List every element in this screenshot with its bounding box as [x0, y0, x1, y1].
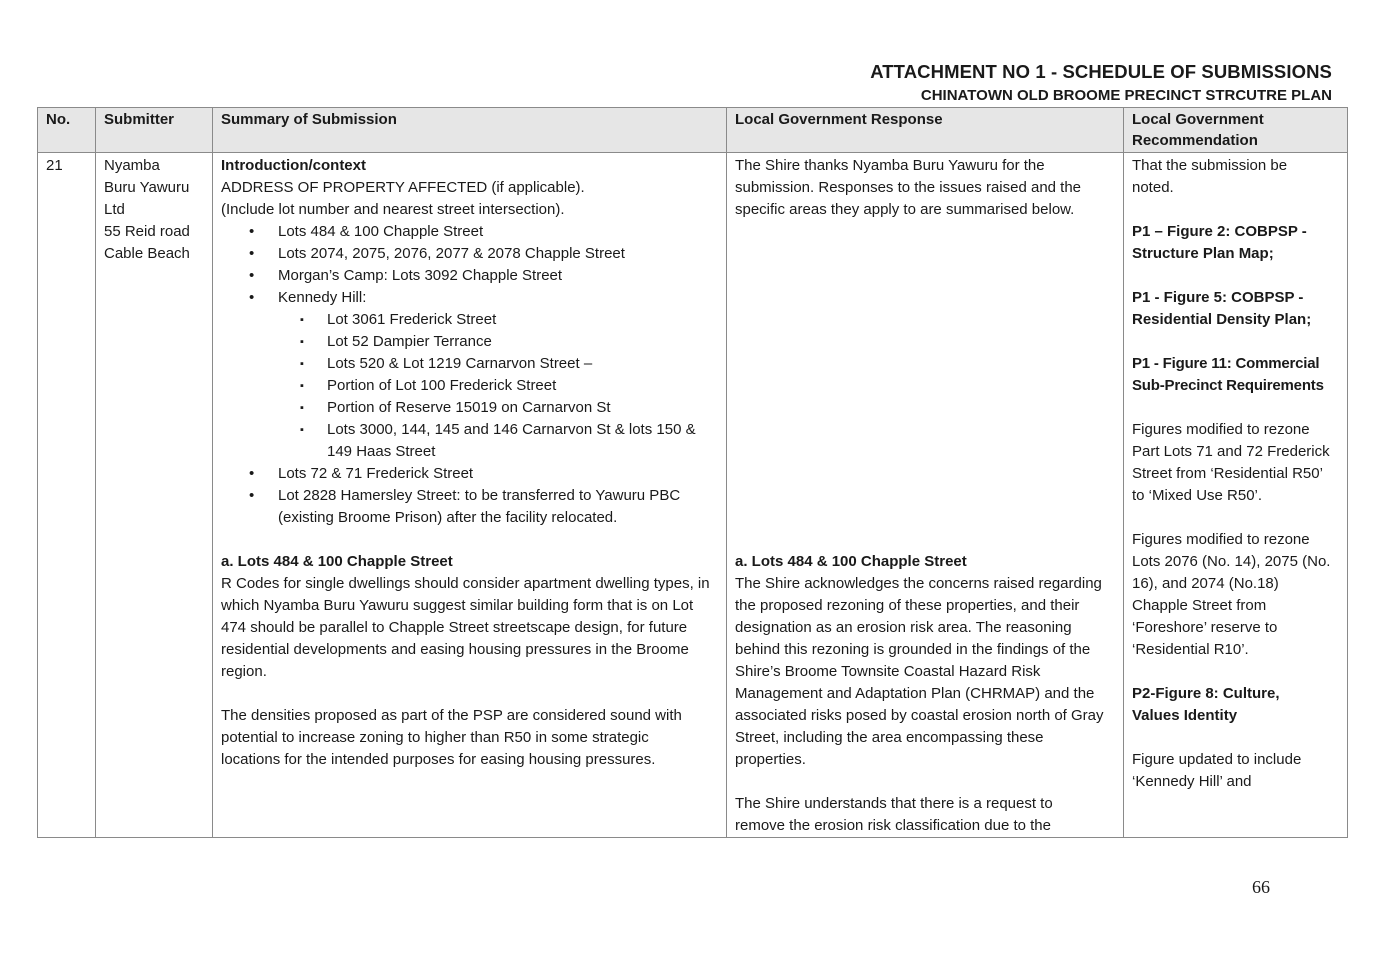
submission-number: 21	[38, 153, 96, 838]
submitter-cell	[96, 153, 213, 838]
col-header-recommendation-line1: Local Government	[1132, 111, 1264, 128]
submitter-line: Nyamba	[104, 157, 160, 174]
table-row	[38, 153, 1348, 838]
square-bullet-icon: ▪	[300, 314, 304, 326]
summary-paragraph: R Codes for single dwellings should consider apartment dwelling types, in which Nyamba Buru Yawuru suggest similar building form that is on Lot 474 should be parallel to Chapple Street streetscape design, for future residential developments and easing housing pressures in the Broome region.	[221, 575, 710, 680]
sub-list-item-text: Portion of Reserve 15019 on Carnarvon St	[327, 399, 611, 416]
list-item-text: Kennedy Hill:	[278, 289, 367, 306]
list-item-text: Lot 2828 Hamersley Street: to be transferred to Yawuru PBC (existing Broome Prison) after the facility relocated.	[278, 487, 681, 526]
bullet-icon: •	[249, 223, 255, 240]
col-header-recommendation-line2: Recommendation	[1132, 132, 1258, 149]
square-bullet-icon: ▪	[300, 336, 304, 348]
sub-list-item-text: Lots 3000, 144, 145 and 146 Carnarvon St & lots 150 & 149 Haas Street	[327, 421, 696, 460]
sub-list-item-text: Lot 52 Dampier Terrance	[327, 333, 492, 350]
square-bullet-icon: ▪	[300, 402, 304, 414]
submitter-line: 55 Reid road	[104, 223, 190, 240]
recommendation-modification: Figures modified to rezone Part Lots 71 and 72 Frederick Street from ‘Residential R50’ to ‘Mixed Use R50’.	[1132, 421, 1330, 504]
list-item	[221, 221, 726, 243]
summary-paragraph: The densities proposed as part of the PSP are considered sound with potential to increase zoning to higher than R50 in some strategic locations for the intended purposes for easing housing pressures.	[221, 707, 682, 768]
sub-list-item	[278, 309, 726, 331]
sub-list-item	[278, 397, 726, 419]
recommendation-intro: That the submission be noted.	[1132, 157, 1288, 196]
response-section-a-heading: a. Lots 484 & 100 Chapple Street	[735, 553, 967, 570]
col-header-recommendation	[1124, 108, 1348, 153]
submitter-line: Ltd	[104, 201, 125, 218]
bullet-icon: •	[249, 267, 255, 284]
col-header-no: No.	[38, 108, 96, 153]
page-number: 66	[1252, 877, 1270, 897]
list-item	[221, 243, 726, 265]
intro-line: ADDRESS OF PROPERTY AFFECTED (if applicable).	[221, 179, 585, 196]
list-item	[221, 485, 726, 529]
response-paragraph: The Shire understands that there is a request to remove the erosion risk classification due to the	[735, 795, 1053, 834]
recommendation-figure-8: P2-Figure 8: Culture, Values Identity	[1132, 685, 1280, 724]
bullet-icon: •	[249, 487, 255, 504]
col-header-response: Local Government Response	[727, 108, 1124, 153]
section-a-heading: a. Lots 484 & 100 Chapple Street	[221, 553, 453, 570]
list-item	[221, 287, 726, 463]
intro-heading: Introduction/context	[221, 157, 366, 174]
list-item	[221, 265, 726, 287]
bullet-icon: •	[249, 289, 255, 306]
sub-list-item	[278, 331, 726, 353]
list-item-text: Lots 2074, 2075, 2076, 2077 & 2078 Chapple Street	[278, 245, 625, 262]
sub-list-item-text: Portion of Lot 100 Frederick Street	[327, 377, 557, 394]
square-bullet-icon: ▪	[300, 380, 304, 392]
sub-list-item-text: Lot 3061 Frederick Street	[327, 311, 497, 328]
sub-list-item-text: Lots 520 & Lot 1219 Carnarvon Street –	[327, 355, 593, 372]
summary-cell	[213, 153, 727, 838]
sub-list-item	[278, 375, 726, 397]
submitter-line: Buru Yawuru	[104, 179, 190, 196]
list-item-text: Morgan’s Camp: Lots 3092 Chapple Street	[278, 267, 563, 284]
list-item	[221, 463, 726, 485]
sub-list-item	[278, 419, 726, 463]
bullet-icon: •	[249, 465, 255, 482]
response-cell	[727, 153, 1124, 838]
attachment-title: ATTACHMENT NO 1 - SCHEDULE OF SUBMISSIONS	[870, 61, 1332, 82]
recommendation-figure-11: P1 - Figure 11: Commercial Sub-Precinct Requirements	[1132, 355, 1324, 394]
kennedy-hill-sublist	[278, 309, 726, 463]
recommendation-modification: Figures modified to rezone Lots 2076 (No. 14), 2075 (No. 16), and 2074 (No.18) Chapple Street from ‘Foreshore’ reserve to ‘Residential R10’.	[1132, 531, 1331, 658]
recommendation-figure-2: P1 – Figure 2: COBPSP - Structure Plan Map;	[1132, 223, 1307, 262]
property-list	[221, 221, 726, 529]
square-bullet-icon: ▪	[300, 358, 304, 370]
intro-line: (Include lot number and nearest street intersection).	[221, 201, 565, 218]
recommendation-cell	[1124, 153, 1348, 838]
list-item-text: Lots 484 & 100 Chapple Street	[278, 223, 484, 240]
square-bullet-icon: ▪	[300, 424, 304, 436]
bullet-icon: •	[249, 245, 255, 262]
recommendation-update: Figure updated to include ‘Kennedy Hill’ and	[1132, 751, 1302, 790]
submitter-line: Cable Beach	[104, 245, 190, 262]
col-header-submitter: Submitter	[96, 108, 213, 153]
recommendation-figure-5: P1 - Figure 5: COBPSP - Residential Density Plan;	[1132, 289, 1312, 328]
schedule-table	[37, 107, 1348, 838]
table-header-row	[38, 108, 1348, 153]
plan-subtitle: CHINATOWN OLD BROOME PRECINCT STRCUTRE PLAN	[920, 87, 1332, 104]
sub-list-item	[278, 353, 726, 375]
list-item-text: Lots 72 & 71 Frederick Street	[278, 465, 474, 482]
response-intro: The Shire thanks Nyamba Buru Yawuru for the submission. Responses to the issues raised and the specific areas they apply to are summarised below.	[735, 157, 1082, 218]
response-paragraph: The Shire acknowledges the concerns raised regarding the proposed rezoning of these properties, and their designation as an erosion risk area. The reasoning behind this rezoning is grounded in the findings of the Shire’s Broome Townsite Coastal Hazard Risk Management and Adaptation Plan (CHRMAP) and the associated risks posed by coastal erosion north of Gray Street, including the area encompassing these properties.	[735, 575, 1104, 768]
col-header-summary: Summary of Submission	[213, 108, 727, 153]
